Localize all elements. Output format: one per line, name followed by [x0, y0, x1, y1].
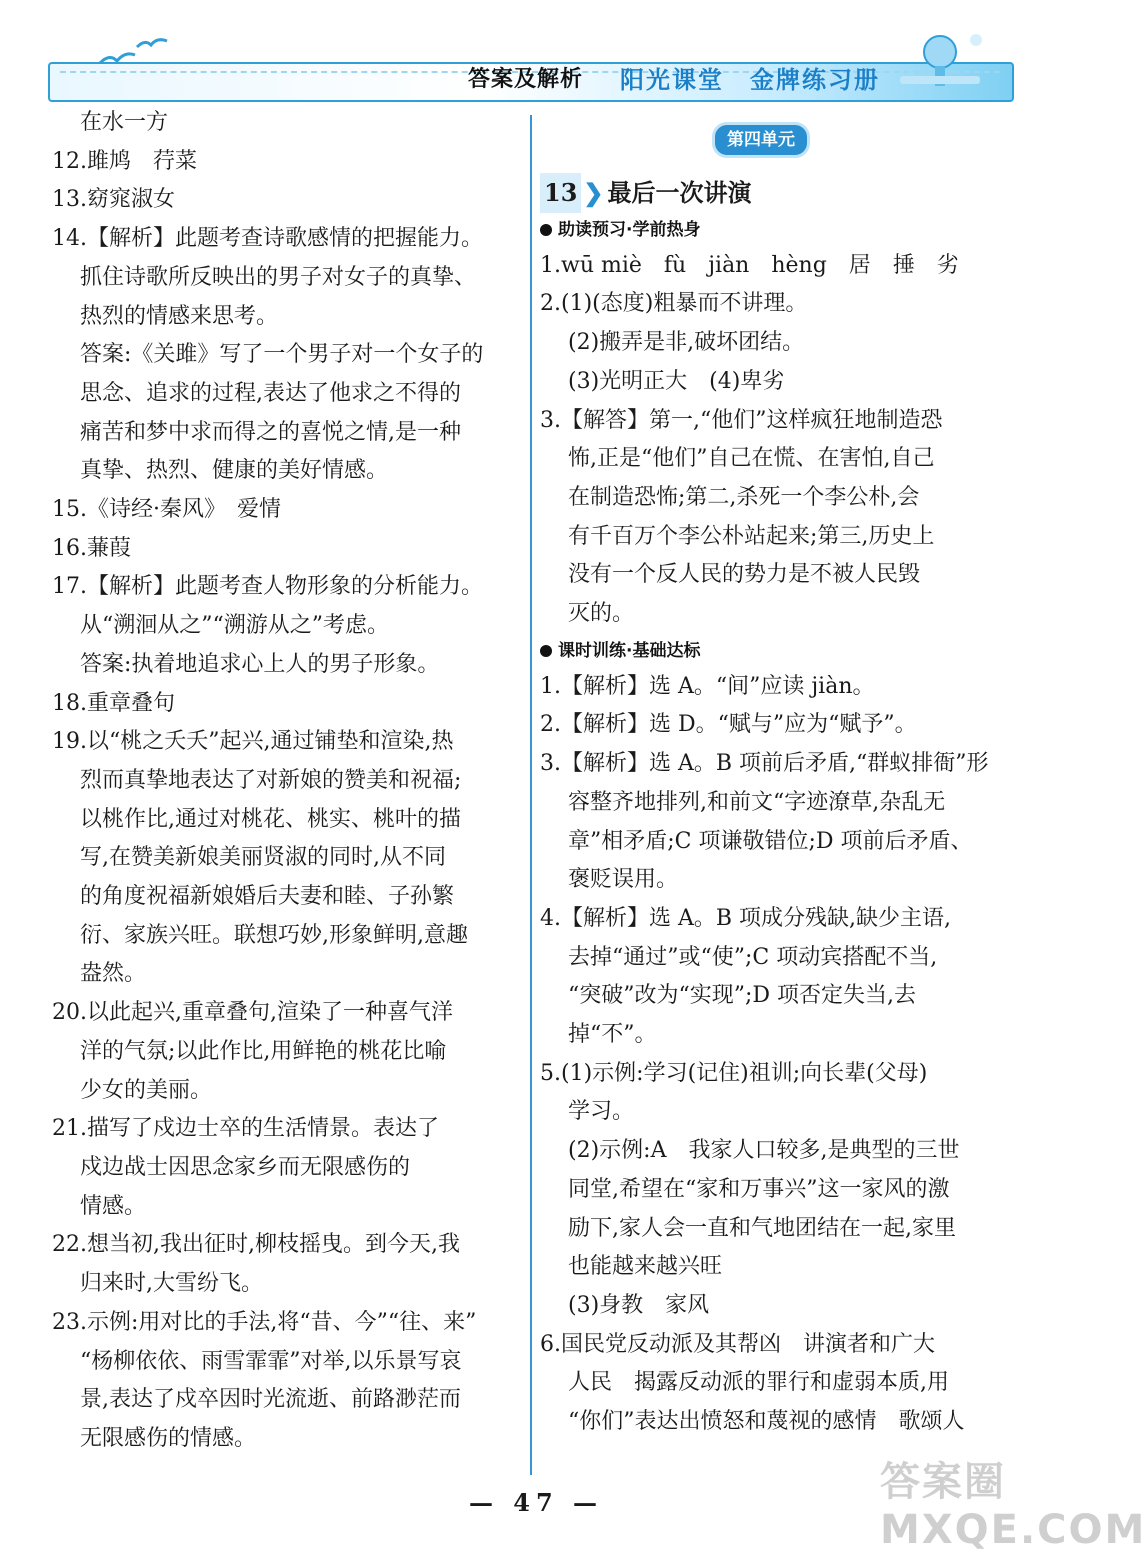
- answer-line: 戍边战士因思念家乡而无限感伤的: [80, 1154, 411, 1180]
- page-number: — 47 —: [468, 1488, 604, 1517]
- header-title: 答案及解析: [468, 67, 584, 92]
- answer-line: 21.描写了戍边士卒的生活情景。表达了: [52, 1116, 439, 1142]
- answer-line: (3)光明正大 (4)卑劣: [568, 368, 785, 394]
- answer-line: 烈而真挚地表达了对新娘的赞美和祝福;: [80, 767, 462, 793]
- bullet-icon: [540, 645, 552, 657]
- answer-line: 以桃作比,通过对桃花、桃实、桃叶的描: [80, 806, 461, 832]
- answer-line: 衍、家族兴旺。联想巧妙,形象鲜明,意趣: [80, 922, 468, 948]
- answer-line: 情感。: [80, 1193, 147, 1219]
- right-column: [540, 104, 1010, 1442]
- watermark: 答案圈 MXQE.COM: [880, 1459, 1146, 1553]
- answer-line: 5.(1)示例:学习(记住)祖训;向长辈(父母): [540, 1060, 928, 1086]
- answer-line: 14.【解析】此题考查诗歌感情的把握能力。: [52, 226, 483, 252]
- answer-line: 盎然。: [80, 961, 147, 987]
- answer-line: 人民 揭露反动派的罪行和虚弱本质,用: [568, 1370, 949, 1396]
- answer-line: 掉“不”。: [568, 1022, 657, 1048]
- answer-line: 怖,正是“他们”自己在慌、在害怕,自己: [568, 446, 935, 472]
- answer-line: 15.《诗经·秦风》 爱情: [52, 497, 281, 523]
- answer-line: 学习。: [568, 1099, 635, 1125]
- answer-line: 17.【解析】此题考查人物形象的分析能力。: [52, 574, 483, 600]
- answer-line: 1.wū miè fù jiàn hèng 居 捶 劣: [540, 252, 959, 278]
- answer-line: 景,表达了戍卒因时光流逝、前路渺茫而: [80, 1387, 461, 1413]
- bullet-icon: [540, 224, 552, 236]
- answer-line: 答案:执着地追求心上人的男子形象。: [80, 651, 440, 677]
- answer-line: 真挚、热烈、健康的美好情感。: [80, 458, 389, 484]
- page-header: [0, 0, 1072, 110]
- answer-line: 19.以“桃之夭夭”起兴,通过铺垫和渲染,热: [52, 729, 454, 755]
- section-heading-practice: [540, 634, 1010, 668]
- answer-line: 16.蒹葭: [52, 535, 131, 561]
- practice-answers: [540, 668, 1010, 1442]
- lesson-title: [540, 173, 1010, 213]
- left-column: [52, 104, 514, 1459]
- answer-line: 18.重章叠句: [52, 690, 175, 716]
- answer-line: 也能越来越兴旺: [568, 1254, 723, 1280]
- answer-line: 无限感伤的情感。: [80, 1425, 257, 1451]
- answer-line: 思念、追求的过程,表达了他求之不得的: [80, 380, 461, 406]
- answer-line: 2.【解析】选 D。“赋与”应为“赋予”。: [540, 712, 917, 738]
- answer-line: (2)搬弄是非,破坏团结。: [568, 330, 805, 356]
- answer-line: 4.【解析】选 A。B 项成分残缺,缺少主语,: [540, 905, 952, 931]
- answer-line: 洋的气氛;以此作比,用鲜艳的桃花比喻: [80, 1038, 447, 1064]
- answer-line: 20.以此起兴,重章叠句,渲染了一种喜气洋: [52, 1000, 453, 1026]
- chevron-right-icon: ❯: [583, 177, 604, 207]
- lesson-number: 13: [540, 173, 581, 213]
- preview-answers: [540, 247, 1010, 634]
- answer-line: 在制造恐怖;第二,杀死一个李公朴,会: [568, 484, 920, 510]
- answer-line: 励下,家人会一直和气地团结在一起,家里: [568, 1215, 956, 1241]
- lesson-title-text: 最后一次讲演: [607, 177, 752, 207]
- answer-line: 13.窈窕淑女: [52, 187, 175, 213]
- answer-line: 去掉“通过”或“使”;C 项动宾搭配不当,: [568, 944, 938, 970]
- answer-line: 热烈的情感来思考。: [80, 303, 279, 329]
- column-divider: [530, 115, 532, 1475]
- answer-line: “杨柳依依、雨雪霏霏”对举,以乐景写哀: [80, 1348, 462, 1374]
- answer-line: (3)身教 家风: [568, 1292, 710, 1318]
- answer-line: 在水一方: [80, 110, 169, 135]
- answer-line: 归来时,大雪纷飞。: [80, 1271, 263, 1297]
- answer-line: 22.想当初,我出征时,柳枝摇曳。到今天,我: [52, 1232, 460, 1258]
- answer-line: “你们”表达出愤怒和蔑视的感情 歌颂人: [568, 1409, 965, 1435]
- answer-line: 3.【解答】第一,“他们”这样疯狂地制造恐: [540, 407, 943, 433]
- answer-line: 1.【解析】选 A。“间”应读 jiàn。: [540, 673, 875, 699]
- globe-decoration-icon: [880, 20, 1000, 100]
- answer-line: 6.国民党反动派及其帮凶 讲演者和广大: [540, 1331, 935, 1357]
- header-brand: 阳光课堂 金牌练习册: [620, 65, 880, 94]
- answer-line: 同堂,希望在“家和万事兴”这一家风的激: [568, 1176, 950, 1202]
- unit-badge: 第四单元: [712, 122, 810, 158]
- answer-line: “突破”改为“实现”;D 项否定失当,去: [568, 983, 917, 1009]
- answer-line: (2)示例:A 我家人口较多,是典型的三世: [568, 1138, 960, 1164]
- answer-line: 12.雎鸠 荇菜: [52, 148, 197, 174]
- answer-line: 章”相矛盾;C 项谦敬错位;D 项前后矛盾、: [568, 828, 973, 854]
- answer-line: 痛苦和梦中求而得之的喜悦之情,是一种: [80, 419, 461, 445]
- answer-line: 的角度祝福新娘婚后夫妻和睦、子孙繁: [80, 884, 455, 910]
- section-heading-text: 课时训练·基础达标: [558, 640, 701, 661]
- answer-line: 灭的。: [568, 601, 635, 627]
- section-heading-preview: [540, 213, 1010, 247]
- answer-line: 23.示例:用对比的手法,将“昔、今”“往、来”: [52, 1309, 477, 1335]
- answer-line: 容整齐地排列,和前文“字迹潦草,杂乱无: [568, 789, 946, 815]
- answer-line: 褒贬误用。: [568, 867, 679, 893]
- answer-line: 有千百万个李公朴站起来;第三,历史上: [568, 523, 935, 549]
- answer-line: 从“溯洄从之”“溯游从之”考虑。: [80, 613, 389, 639]
- answer-line: 写,在赞美新娘美丽贤淑的同时,从不同: [80, 845, 446, 871]
- answer-line: 没有一个反人民的势力是不被人民毁: [568, 562, 921, 588]
- answer-line: 少女的美丽。: [80, 1077, 213, 1103]
- answer-line: 抓住诗歌所反映出的男子对女子的真挚、: [80, 264, 477, 290]
- answer-line: 2.(1)(态度)粗暴而不讲理。: [540, 291, 808, 317]
- section-heading-text: 助读预习·学前热身: [558, 219, 701, 240]
- answer-line: 3.【解析】选 A。B 项前后矛盾,“群蚁排衙”形: [540, 751, 989, 777]
- answer-line: 答案:《关雎》写了一个男子对一个女子的: [80, 342, 484, 368]
